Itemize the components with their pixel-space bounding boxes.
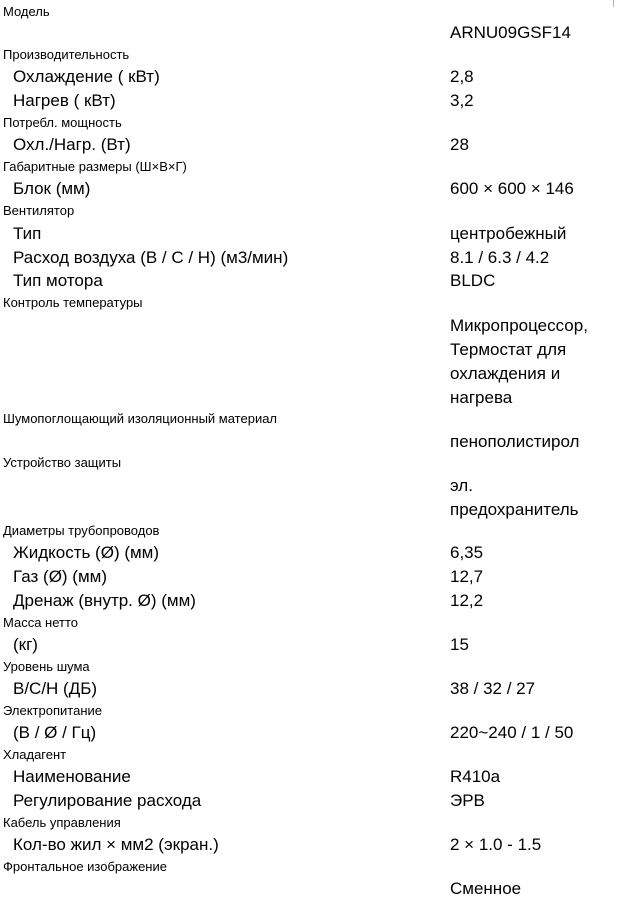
value-temp-control-line: Микропроцессор,	[450, 316, 588, 335]
value-motor-type: BLDC	[450, 271, 496, 290]
label-unit-size: Блок (мм)	[13, 179, 91, 198]
label-airflow: Расход воздуха (В / С / Н) (м3/мин)	[13, 248, 289, 267]
value-gas-pipe: 12,7	[450, 567, 484, 586]
value-temp-control-line: нагрева	[450, 388, 513, 407]
category-power-input: Потребл. мощность	[3, 115, 122, 130]
label-flow-control: Регулирование расхода	[13, 791, 202, 810]
value-insulation: пенополистирол	[450, 432, 580, 451]
value-drain-pipe: 12,2	[450, 591, 484, 610]
label-power-supply: (В / Ø / Гц)	[13, 723, 97, 742]
label-fan-type: Тип	[13, 224, 42, 243]
category-refrigerant: Хладагент	[3, 747, 67, 762]
value-net-weight: 15	[450, 635, 469, 654]
label-drain-pipe: Дренаж (внутр. Ø) (мм)	[13, 591, 196, 610]
value-noise: 38 / 32 / 27	[450, 679, 536, 698]
value-airflow: 8.1 / 6.3 / 4.2	[450, 248, 550, 267]
value-unit-size: 600 × 600 × 146	[450, 179, 574, 198]
category-control-cable: Кабель управления	[3, 815, 121, 830]
value-temp-control-line: Термостат для	[450, 340, 567, 359]
category-pipes: Диаметры трубопроводов	[3, 523, 160, 538]
category-net-weight: Масса нетто	[3, 615, 79, 630]
value-cable-wires: 2 × 1.0 - 1.5	[450, 835, 542, 854]
value-refrigerant-name: R410a	[450, 767, 501, 786]
value-protection-line: предохранитель	[450, 500, 579, 519]
label-heating: Нагрев ( кВт)	[13, 91, 116, 110]
value-heating: 3,2	[450, 91, 474, 110]
label-net-weight: (кг)	[13, 635, 38, 654]
category-protection: Устройство защиты	[3, 455, 122, 470]
value-power-input: 28	[450, 135, 469, 154]
value-cooling: 2,8	[450, 67, 474, 86]
label-cable-wires: Кол-во жил × мм2 (экран.)	[13, 835, 219, 854]
value-front-panel: Сменное	[450, 879, 522, 898]
category-model: Модель	[3, 4, 50, 19]
category-front-panel: Фронтальное изображение	[3, 859, 167, 874]
label-refrigerant-name: Наименование	[13, 767, 131, 786]
category-noise: Уровень шума	[3, 659, 90, 674]
value-protection-line: эл.	[450, 476, 473, 495]
label-cooling: Охлаждение ( кВт)	[13, 67, 160, 86]
value-temp-control-line: охлаждения и	[450, 364, 561, 383]
cell-border	[613, 0, 614, 7]
label-power-input: Охл./Нагр. (Вт)	[13, 135, 131, 154]
category-insulation: Шумопоглощающий изоляционный материал	[3, 411, 278, 426]
value-flow-control: ЭРВ	[450, 791, 485, 810]
value-fan-type: центробежный	[450, 224, 567, 243]
label-motor-type: Тип мотора	[13, 271, 103, 290]
value-model: ARNU09GSF14	[450, 23, 571, 42]
category-power-supply: Электропитание	[3, 703, 102, 718]
label-gas-pipe: Газ (Ø) (мм)	[13, 567, 107, 586]
category-fan: Вентилятор	[3, 203, 75, 218]
label-liquid-pipe: Жидкость (Ø) (мм)	[13, 543, 160, 562]
category-temp-control: Контроль температуры	[3, 295, 143, 310]
category-capacity: Производительность	[3, 47, 130, 62]
value-power-supply: 220~240 / 1 / 50	[450, 723, 574, 742]
value-liquid-pipe: 6,35	[450, 543, 484, 562]
category-dimensions: Габаритные размеры (Ш×В×Г)	[3, 159, 187, 174]
label-noise: В/С/Н (ДБ)	[13, 679, 98, 698]
